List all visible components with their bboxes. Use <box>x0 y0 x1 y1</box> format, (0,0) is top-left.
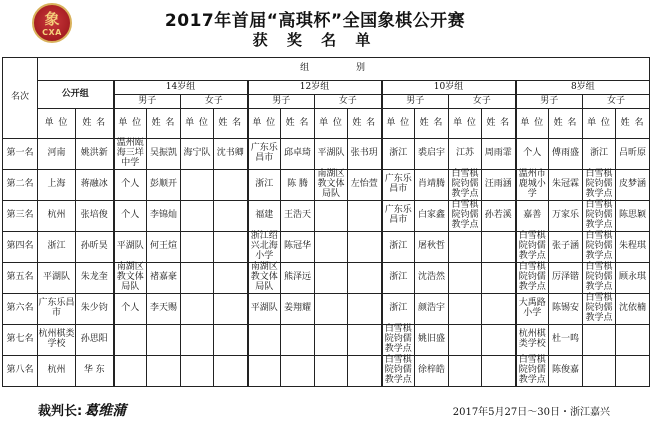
player-name-cell: 左怡萱 <box>348 170 382 201</box>
page-title: 2017年首届“高琪杯”全国象棋公开赛 <box>164 11 466 31</box>
table-row <box>3 263 650 294</box>
player-name-cell <box>214 232 248 263</box>
male-header: 男子 <box>382 95 449 109</box>
player-name-cell <box>214 294 248 325</box>
unit-cell: 南湖区教文体局队 <box>114 263 147 294</box>
player-name-cell <box>214 201 248 232</box>
player-name-cell: 徐梓皓 <box>415 356 449 387</box>
unit-cell: 杭州 <box>38 201 76 232</box>
player-name-cell: 姚旧盛 <box>415 325 449 356</box>
logo-glyph: 象 <box>44 10 60 28</box>
player-name-cell: 陈冠华 <box>281 232 315 263</box>
unit-cell: 浙江 <box>382 263 415 294</box>
age-group-8: 8岁组 <box>516 81 650 95</box>
player-name-cell: 朱程琪 <box>616 232 650 263</box>
player-name-cell <box>482 263 516 294</box>
name-col-header: 姓 名 <box>348 109 382 139</box>
unit-cell <box>315 356 348 387</box>
unit-cell: 平湖队 <box>248 294 281 325</box>
rank-cell: 第七名 <box>3 325 38 356</box>
player-name-cell: 傅雨盛 <box>549 139 583 170</box>
female-header: 女子 <box>449 95 516 109</box>
player-name-cell: 孙昕昊 <box>76 232 114 263</box>
player-name-cell <box>214 325 248 356</box>
unit-cell: 浙江 <box>382 294 415 325</box>
unit-cell: 浙江 <box>248 170 281 201</box>
unit-cell <box>449 356 482 387</box>
player-name-cell: 朱少钧 <box>76 294 114 325</box>
player-name-cell: 颜浩宇 <box>415 294 449 325</box>
male-header: 男子 <box>114 95 181 109</box>
unit-cell <box>583 325 616 356</box>
player-name-cell <box>616 356 650 387</box>
player-name-cell: 沈书卿 <box>214 139 248 170</box>
table-row <box>3 170 650 201</box>
player-name-cell: 万家乐 <box>549 201 583 232</box>
female-header: 女子 <box>181 95 248 109</box>
unit-cell: 大禹路小学 <box>516 294 549 325</box>
rank-cell: 第四名 <box>3 232 38 263</box>
unit-cell: 广东乐昌市 <box>382 201 415 232</box>
unit-cell: 白雪棋院钧儒教学点 <box>583 294 616 325</box>
player-name-cell <box>281 325 315 356</box>
name-col-header: 姓 名 <box>147 109 181 139</box>
player-name-cell: 孙若溪 <box>482 201 516 232</box>
male-header: 男子 <box>248 95 315 109</box>
unit-col-header: 单 位 <box>583 109 616 139</box>
unit-cell: 白雪棋院钧儒教学点 <box>449 201 482 232</box>
unit-cell: 平湖队 <box>38 263 76 294</box>
unit-cell: 白雪棋院钧儒教学点 <box>583 201 616 232</box>
unit-cell: 白雪棋院钧儒教学点 <box>583 263 616 294</box>
unit-cell: 平湖队 <box>114 232 147 263</box>
results-table <box>2 57 650 387</box>
chief-referee <box>38 400 126 420</box>
unit-cell <box>248 325 281 356</box>
player-name-cell <box>482 325 516 356</box>
player-name-cell: 杜一鸣 <box>549 325 583 356</box>
player-name-cell <box>214 170 248 201</box>
table-row <box>3 232 650 263</box>
name-col-header: 姓 名 <box>76 109 114 139</box>
player-name-cell <box>147 356 181 387</box>
player-name-cell: 白家鑫 <box>415 201 449 232</box>
player-name-cell: 朱龙奎 <box>76 263 114 294</box>
player-name-cell <box>348 294 382 325</box>
player-name-cell: 李锦灿 <box>147 201 181 232</box>
player-name-cell: 张子涵 <box>549 232 583 263</box>
date-place: 2017年5月27日～30日・浙江嘉兴 <box>452 407 610 418</box>
unit-cell <box>315 325 348 356</box>
female-header: 女子 <box>583 95 650 109</box>
unit-cell <box>315 201 348 232</box>
rank-cell: 第五名 <box>3 263 38 294</box>
unit-cell <box>449 263 482 294</box>
unit-col-header: 单 位 <box>38 109 76 139</box>
unit-cell <box>181 170 214 201</box>
player-name-cell: 褚嘉豪 <box>147 263 181 294</box>
rank-cell: 第六名 <box>3 294 38 325</box>
player-name-cell <box>482 356 516 387</box>
unit-cell <box>449 325 482 356</box>
unit-cell: 福建 <box>248 201 281 232</box>
unit-cell: 浙江 <box>382 232 415 263</box>
player-name-cell: 邱卓琦 <box>281 139 315 170</box>
name-col-header: 姓 名 <box>482 109 516 139</box>
unit-cell <box>315 263 348 294</box>
unit-cell: 白雪棋院钧儒教学点 <box>583 232 616 263</box>
player-name-cell <box>214 263 248 294</box>
player-name-cell: 吕昕原 <box>616 139 650 170</box>
unit-cell: 白雪棋院钧儒教学点 <box>516 232 549 263</box>
unit-cell <box>114 325 147 356</box>
unit-cell <box>181 325 214 356</box>
unit-cell <box>449 232 482 263</box>
player-name-cell: 汪雨涵 <box>482 170 516 201</box>
player-name-cell: 李天赐 <box>147 294 181 325</box>
unit-cell: 浙江 <box>583 139 616 170</box>
unit-cell <box>583 356 616 387</box>
player-name-cell: 朱冠霖 <box>549 170 583 201</box>
chief-referee-signature: 葛维蒲 <box>84 403 127 419</box>
rank-cell: 第三名 <box>3 201 38 232</box>
unit-cell: 广东乐昌市 <box>248 139 281 170</box>
table-row <box>3 325 650 356</box>
unit-col-header: 单 位 <box>516 109 549 139</box>
player-name-cell: 姚洪新 <box>76 139 114 170</box>
player-name-cell: 陈思颖 <box>616 201 650 232</box>
player-name-cell: 沈依楠 <box>616 294 650 325</box>
table-row <box>3 201 650 232</box>
rank-cell: 第八名 <box>3 356 38 387</box>
unit-cell: 南湖区教文体局队 <box>315 170 348 201</box>
age-group-14: 14岁组 <box>114 81 248 95</box>
age-group-10: 10岁组 <box>382 81 516 95</box>
player-name-cell: 何王煊 <box>147 232 181 263</box>
player-name-cell <box>147 325 181 356</box>
rank-cell: 第二名 <box>3 170 38 201</box>
unit-cell: 白雪棋院钧儒教学点 <box>583 170 616 201</box>
chief-referee-label: 裁判长: <box>38 404 83 419</box>
player-name-cell <box>281 356 315 387</box>
player-name-cell: 王浩天 <box>281 201 315 232</box>
unit-cell: 广东乐昌市 <box>38 294 76 325</box>
age-group-12: 12岁组 <box>248 81 382 95</box>
unit-cell: 个人 <box>114 201 147 232</box>
player-name-cell: 周雨霏 <box>482 139 516 170</box>
unit-cell <box>114 356 147 387</box>
unit-cell: 海宁队 <box>181 139 214 170</box>
unit-cell <box>181 356 214 387</box>
unit-cell: 杭州棋类学校 <box>516 325 549 356</box>
unit-cell <box>248 356 281 387</box>
player-name-cell: 姜翔耀 <box>281 294 315 325</box>
unit-cell: 个人 <box>114 170 147 201</box>
unit-cell: 个人 <box>114 294 147 325</box>
unit-cell: 浙江 <box>382 139 415 170</box>
player-name-cell: 蒋融冰 <box>76 170 114 201</box>
unit-cell: 平湖队 <box>315 139 348 170</box>
unit-cell: 白雪棋院钧儒教学点 <box>382 325 415 356</box>
unit-col-header: 单 位 <box>449 109 482 139</box>
unit-cell: 南湖区教文体局队 <box>248 263 281 294</box>
player-name-cell: 陈俊嘉 <box>549 356 583 387</box>
unit-cell: 江苏 <box>449 139 482 170</box>
name-col-header: 姓 名 <box>616 109 650 139</box>
player-name-cell: 皮梦涵 <box>616 170 650 201</box>
player-name-cell: 吴振凯 <box>147 139 181 170</box>
player-name-cell: 华 东 <box>76 356 114 387</box>
unit-cell: 温州瓯海三垟中学 <box>114 139 147 170</box>
unit-cell: 杭州 <box>38 356 76 387</box>
male-header: 男子 <box>516 95 583 109</box>
female-header: 女子 <box>315 95 382 109</box>
unit-cell <box>449 294 482 325</box>
unit-cell: 嘉善 <box>516 201 549 232</box>
unit-cell: 个人 <box>516 139 549 170</box>
player-name-cell <box>348 201 382 232</box>
player-name-cell: 肖靖腾 <box>415 170 449 201</box>
player-name-cell: 彭顺开 <box>147 170 181 201</box>
unit-col-header: 单 位 <box>248 109 281 139</box>
player-name-cell <box>482 294 516 325</box>
unit-cell: 河南 <box>38 139 76 170</box>
unit-cell: 白雪棋院钧儒教学点 <box>516 263 549 294</box>
unit-cell: 广东乐昌市 <box>382 170 415 201</box>
name-col-header: 姓 名 <box>281 109 315 139</box>
player-name-cell: 厉泽锴 <box>549 263 583 294</box>
unit-cell: 杭州棋类学校 <box>38 325 76 356</box>
unit-col-header: 单 位 <box>181 109 214 139</box>
unit-cell: 温州市鹿城小学 <box>516 170 549 201</box>
group-header: 组 别 <box>38 58 650 81</box>
player-name-cell: 陈锡安 <box>549 294 583 325</box>
unit-cell: 上海 <box>38 170 76 201</box>
player-name-cell: 裘启宇 <box>415 139 449 170</box>
player-name-cell <box>348 325 382 356</box>
unit-cell <box>181 294 214 325</box>
open-group-header: 公开组 <box>38 81 114 109</box>
player-name-cell: 孙思阳 <box>76 325 114 356</box>
unit-cell: 白雪棋院钧儒教学点 <box>382 356 415 387</box>
table-row <box>3 139 650 170</box>
unit-col-header: 单 位 <box>114 109 147 139</box>
unit-cell: 浙江 <box>38 232 76 263</box>
unit-col-header: 单 位 <box>382 109 415 139</box>
name-col-header: 姓 名 <box>214 109 248 139</box>
player-name-cell: 陈 腾 <box>281 170 315 201</box>
logo-abbr: CXA <box>42 28 62 37</box>
player-name-cell: 沈浩然 <box>415 263 449 294</box>
rank-header: 名次 <box>3 58 38 139</box>
unit-cell <box>315 294 348 325</box>
player-name-cell: 顾永琪 <box>616 263 650 294</box>
unit-cell <box>181 232 214 263</box>
unit-cell: 浙江绍兴北海小学 <box>248 232 281 263</box>
player-name-cell <box>348 356 382 387</box>
unit-cell <box>181 201 214 232</box>
player-name-cell: 屠秋哲 <box>415 232 449 263</box>
player-name-cell <box>214 356 248 387</box>
unit-col-header: 单 位 <box>315 109 348 139</box>
player-name-cell: 张书玥 <box>348 139 382 170</box>
table-row <box>3 356 650 387</box>
player-name-cell <box>348 263 382 294</box>
unit-cell: 白雪棋院钧儒教学点 <box>516 356 549 387</box>
table-row <box>3 294 650 325</box>
rank-cell: 第一名 <box>3 139 38 170</box>
player-name-cell <box>348 232 382 263</box>
unit-cell <box>315 232 348 263</box>
player-name-cell: 张培俊 <box>76 201 114 232</box>
unit-cell <box>181 263 214 294</box>
name-col-header: 姓 名 <box>415 109 449 139</box>
name-col-header: 姓 名 <box>549 109 583 139</box>
player-name-cell <box>482 232 516 263</box>
player-name-cell: 熊泽远 <box>281 263 315 294</box>
unit-cell: 白雪棋院钧儒教学点 <box>449 170 482 201</box>
player-name-cell <box>616 325 650 356</box>
page-subtitle: 获 奖 名 单 <box>252 31 378 49</box>
